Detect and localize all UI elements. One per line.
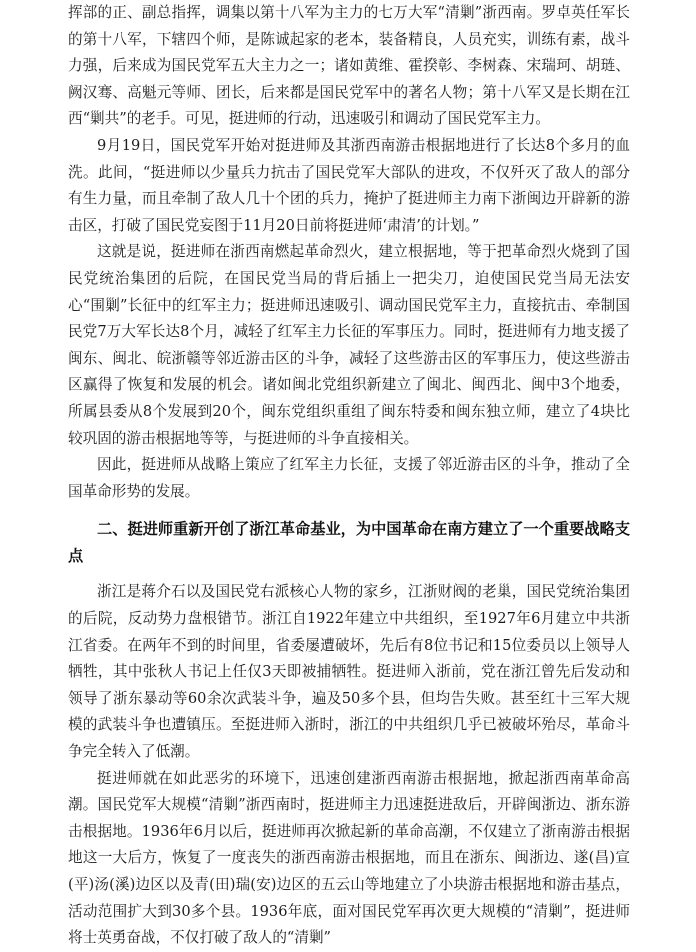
section-heading: 二、挺进师重新开创了浙江革命基业，为中国革命在南方建立了一个重要战略支点 (68, 520, 630, 565)
paragraph-6: 挺进师就在如此恶劣的环境下，迅速创建浙西南游击根据地，掀起浙西南革命高潮。国民党军大规模“清剿”浙西南时，挺进师主力迅速挺进敌后，开辟闽浙边、浙东游击根据地。1936年6月以后，挺进师再次掀起新的革命高潮，不仅建立了浙南游击根据地这一大后方，恢复了一度丧失的浙西南游击根据地，而且在浙东、闽浙边、遂(昌)宣(平)汤(溪)边区以及青(田)瑞(安)边区的五云山等地建立了小块游击根据地和游击基点，活动范围扩大到30多个县。1936年底，面对国民党军再次更大规模的“清剿”，挺进师将士英勇奋战，不仅打破了敌人的“清剿” (68, 769, 630, 947)
paragraph-2: 9月19日，国民党军开始对挺进师及其浙西南游击根据地进行了长达8个多月的血洗。此间，“挺进师以少量兵力抗击了国民党军大部队的进攻，不仅歼灭了敌人的部分有生力量，而且牵制了敌人几十个团的兵力，掩护了挺进师主力南下浙闽边开辟新的游击区，打破了国民党妄图于11月20日前将挺进师‘肃清’的计划。” (68, 136, 630, 234)
paragraph-3: 这就是说，挺进师在浙西南燃起革命烈火，建立根据地，等于把革命烈火烧到了国民党统治集团的后院，在国民党当局的背后插上一把尖刀，迫使国民党当局无法安心“围剿”长征中的红军主力；挺进师迅速吸引、调动国民党军主力，直接抗击、牵制国民党7万大军长达8个月，减轻了红军主力长征的军事压力。同时，挺进师有力地支援了闽东、闽北、皖浙赣等邻近游击区的斗争，减轻了这些游击区的军事压力，使这些游击区赢得了恢复和发展的机会。诸如闽北党组织新建立了闽北、闽西北、闽中3个地委，所属县委从8个发展到20个，闽东党组织重组了闽东特委和闽东独立师，建立了4块比较巩固的游击根据地等等，与挺进师的斗争直接相关。 (68, 243, 630, 447)
document-page (68, 0, 630, 952)
paragraph-1: 挥部的正、副总指挥，调集以第十八军为主力的七万大军“清剿”浙西南。罗卓英任军长的第十八军，下辖四个师，是陈诚起家的老本，装备精良，人员充实，训练有素，战斗力强，后来成为国民党军五大主力之一；诸如黄维、霍揆彰、李树森、宋瑞珂、胡琏、阙汉骞、高魁元等师、团长，后来都是国民党军中的著名人物；第十八军又是长期在江西“剿共”的老手。可见，挺进师的行动，迅速吸引和调动了国民党军主力。 (68, 4, 630, 128)
paragraph-5: 浙江是蒋介石以及国民党右派核心人物的家乡，江浙财阀的老巢，国民党统治集团的后院，反动势力盘根错节。浙江自1922年建立中共组织，至1927年6月建立中共浙江省委。在两年不到的时间里，省委屡遭破坏，先后有8位书记和15位委员以上领导人牺牲，其中张秋人书记上任仅3天即被捕牺牲。挺进师入浙前，党在浙江曾先后发动和领导了浙东暴动等60余次武装斗争，遍及50多个县，但均告失败。甚至红十三军大规模的武装斗争也遭镇压。至挺进师入浙时，浙江的中共组织几乎已被破坏殆尽，革命斗争完全转入了低潮。 (68, 583, 630, 761)
paragraph-4: 因此，挺进师从战略上策应了红军主力长征，支援了邻近游击区的斗争，推动了全国革命形势的发展。 (68, 456, 630, 500)
